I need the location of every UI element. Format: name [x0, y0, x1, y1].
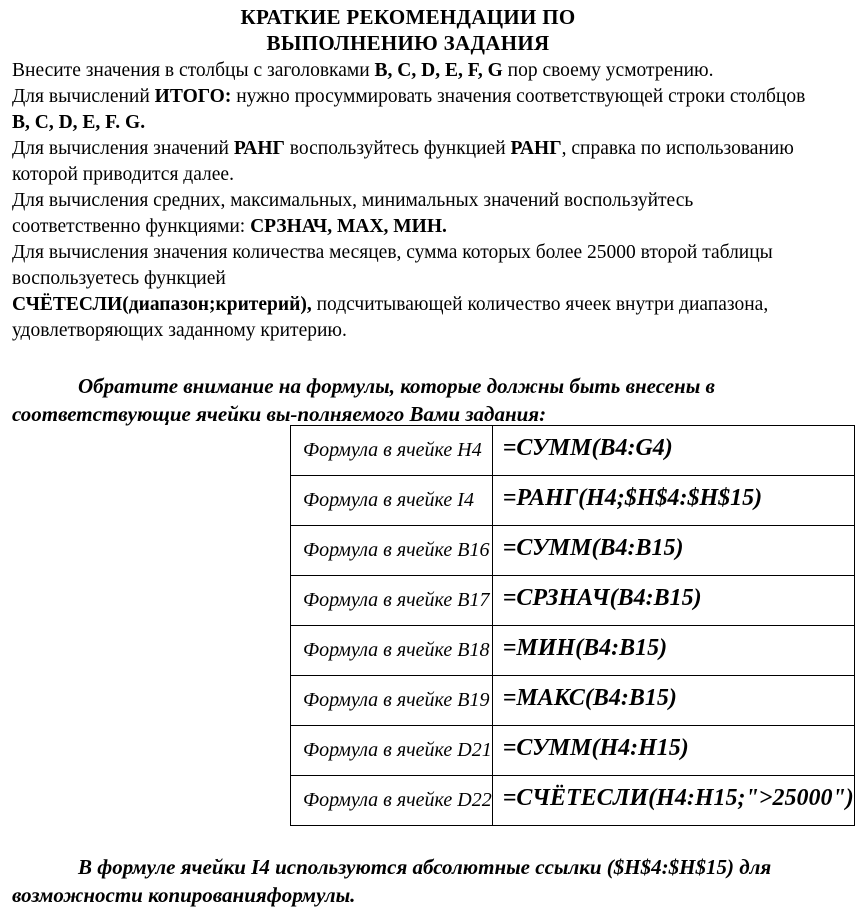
- formula-cell-label: Формула в ячейке B17: [291, 576, 493, 626]
- formula-cell-label: Формула в ячейке I4: [291, 476, 493, 526]
- instruction-bold: СЧЁТЕСЛИ(диапазон;критерий),: [12, 294, 312, 315]
- formula-value: =РАНГ(H4;$H$4:$H$15): [492, 476, 854, 526]
- instruction-bold: СРЗНАЧ, МАХ, МИН.: [250, 216, 447, 237]
- table-row: [291, 776, 855, 826]
- formula-value: =СЧЁТЕСЛИ(H4:H15;">25000"): [492, 776, 854, 826]
- formula-value: =СРЗНАЧ(B4:B15): [492, 576, 854, 626]
- instruction-text: Внесите значения в столбцы с заголовками: [12, 60, 375, 81]
- table-row: [291, 726, 855, 776]
- formula-value: =МИН(B4:B15): [492, 626, 854, 676]
- formula-cell-label: Формула в ячейке H4: [291, 426, 493, 476]
- instruction-text: , справка по использованию которой приводится далее.: [12, 138, 794, 185]
- instruction-columns: [12, 58, 812, 84]
- instruction-text: Для вычислений: [12, 86, 155, 107]
- instruction-bold: РАНГ: [510, 138, 562, 159]
- instructions-block: [12, 58, 812, 344]
- instruction-rank: [12, 136, 812, 188]
- formula-cell-label: Формула в ячейке D21: [291, 726, 493, 776]
- instruction-total: [12, 84, 812, 136]
- table-row: [291, 676, 855, 726]
- formula-value: =МАКС(B4:B15): [492, 676, 854, 726]
- instruction-countif: [12, 240, 812, 344]
- instruction-bold: B, C, D, E, F. G.: [12, 112, 146, 133]
- instruction-bold: B, C, D, E, F, G: [374, 60, 503, 81]
- instruction-text: нужно просуммировать значения соответствующей строки столбцов: [231, 86, 806, 107]
- table-row: [291, 526, 855, 576]
- instruction-text: Для вычисления значений: [12, 138, 234, 159]
- formula-table: [290, 425, 855, 826]
- instruction-text: Для вычисления значения количества месяцев, сумма которых более 25000 второй таблицы воспользуетесь функцией: [12, 242, 773, 289]
- table-row: [291, 576, 855, 626]
- table-row: [291, 426, 855, 476]
- formula-cell-label: Формула в ячейке B18: [291, 626, 493, 676]
- title-line-2: ВЫПОЛНЕНИЮ ЗАДАНИЯ: [266, 31, 550, 55]
- title-line-1: КРАТКИЕ РЕКОМЕНДАЦИИ ПО: [240, 5, 576, 29]
- instruction-text: Для вычисления средних, максимальных, минимальных значений воспользуйтесь соответственно функциями:: [12, 190, 694, 237]
- formula-cell-label: Формула в ячейке B19: [291, 676, 493, 726]
- instruction-bold: РАНГ: [233, 138, 285, 159]
- formula-value: =СУММ(B4:B15): [492, 526, 854, 576]
- instruction-bold: ИТОГО:: [154, 86, 232, 107]
- document-title: [0, 4, 816, 56]
- instruction-text: подсчитывающей количество ячеек внутри диапазона, удовлетворяющих заданному критерию.: [12, 294, 769, 341]
- formula-notice: Обратите внимание на формулы, которые должны быть внесены в соответствующие ячейки вы-полняемого Вами задания:: [12, 374, 715, 426]
- instruction-text: пор своему усмотрению.: [502, 60, 714, 81]
- table-row: [291, 626, 855, 676]
- formula-value: =СУММ(H4:H15): [492, 726, 854, 776]
- formula-cell-label: Формула в ячейке D22: [291, 776, 493, 826]
- absolute-reference-note: В формуле ячейки I4 используются абсолютные ссылки ($H$4:$H$15) для возможности копированияформулы.: [12, 855, 772, 907]
- table-row: [291, 476, 855, 526]
- instruction-aggregates: [12, 188, 812, 240]
- formula-value: =СУММ(B4:G4): [492, 426, 854, 476]
- formula-cell-label: Формула в ячейке B16: [291, 526, 493, 576]
- instruction-text: воспользуйтесь функцией: [284, 138, 511, 159]
